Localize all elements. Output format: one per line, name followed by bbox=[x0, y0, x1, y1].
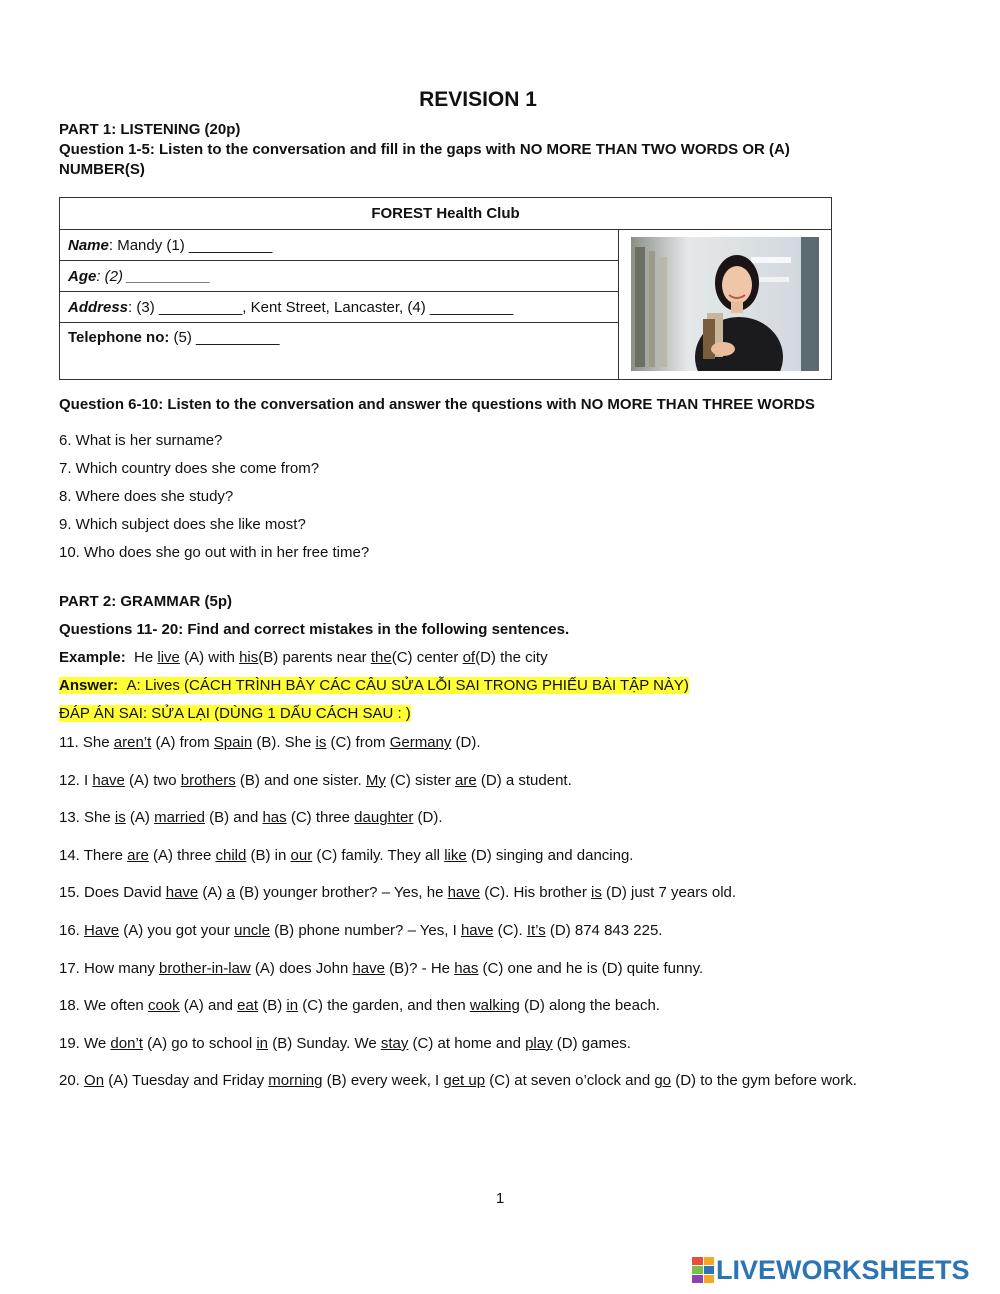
grammar-sentence-15 bbox=[59, 883, 857, 921]
sentence-text: (C) from bbox=[326, 734, 390, 751]
name-value: : Mandy (1) __________ bbox=[108, 236, 273, 254]
underlined-option: have bbox=[92, 771, 125, 789]
example-line bbox=[59, 649, 548, 666]
sentence-text: (A) bbox=[125, 809, 155, 827]
woman-student-photo bbox=[631, 237, 819, 371]
grammar-sentences bbox=[59, 733, 857, 1109]
sentence-text: (D) the city bbox=[475, 649, 548, 666]
page-title: REVISION 1 bbox=[419, 88, 537, 111]
underlined-option: go bbox=[654, 1072, 672, 1090]
underlined-option: our bbox=[290, 846, 313, 864]
sentence-text: (B) parents near bbox=[258, 649, 371, 666]
grammar-sentence-19 bbox=[59, 1034, 857, 1072]
sentence-text: (D) games. bbox=[552, 1034, 631, 1052]
underlined-option: of bbox=[462, 649, 476, 666]
sentence-text: 14. There bbox=[59, 846, 128, 864]
page-number: 1 bbox=[495, 1190, 505, 1207]
underlined-option: daughter bbox=[354, 809, 414, 827]
underlined-option: married bbox=[154, 809, 205, 827]
underlined-option: morning bbox=[268, 1072, 323, 1090]
underlined-option: have bbox=[165, 884, 199, 902]
underlined-option: in bbox=[256, 1034, 269, 1052]
sentence-text: (B) phone number? – Yes, I bbox=[269, 921, 461, 939]
sentence-text: 20. bbox=[59, 1072, 85, 1090]
sentence-text: (A) bbox=[198, 884, 227, 902]
logo-text: LIVEWORKSHEETS bbox=[716, 1254, 970, 1285]
underlined-option: brothers bbox=[180, 771, 236, 789]
form-telephone-row bbox=[60, 323, 619, 380]
underlined-option: is bbox=[114, 809, 126, 827]
underlined-option: uncle bbox=[234, 921, 270, 939]
sentence-text: (D) along the beach. bbox=[519, 997, 660, 1015]
underlined-option: live bbox=[157, 649, 180, 666]
telephone-value: (5) __________ bbox=[169, 329, 280, 346]
name-label: Name bbox=[68, 236, 109, 254]
form-name-row bbox=[60, 230, 619, 261]
underlined-option: have bbox=[447, 884, 481, 902]
sentence-text: (C). bbox=[493, 921, 527, 939]
underlined-option: stay bbox=[380, 1034, 409, 1052]
underlined-option: are bbox=[127, 846, 149, 864]
sentence-text: 12. I bbox=[59, 771, 93, 789]
sentence-text: (D) just 7 years old. bbox=[601, 884, 737, 902]
grammar-sentence-20 bbox=[59, 1071, 857, 1109]
sentence-text: (A) Tuesday and Friday bbox=[104, 1072, 269, 1090]
sentence-text: 17. How many bbox=[59, 959, 160, 977]
question-item: 9. Which subject does she like most? bbox=[59, 516, 306, 533]
sentence-text: (C) at home and bbox=[408, 1034, 526, 1052]
underlined-option: aren’t bbox=[113, 734, 152, 751]
sentence-text: (C) at seven o’clock and bbox=[485, 1072, 655, 1090]
underlined-option: a bbox=[226, 884, 235, 902]
sentence-text: (A) and bbox=[179, 997, 238, 1015]
underlined-option: brother-in-law bbox=[159, 959, 251, 977]
sentence-text: (B) and one sister. bbox=[235, 771, 366, 789]
underlined-option: is bbox=[590, 884, 602, 902]
grammar-sentence-18 bbox=[59, 996, 857, 1034]
sentence-text: 15. Does David bbox=[59, 884, 166, 902]
sentence-text: (D) to the gym before work. bbox=[671, 1072, 857, 1090]
answer-note-line bbox=[59, 705, 411, 722]
sentence-text: (C) three bbox=[286, 809, 355, 827]
question-1-5-instruction: Question 1-5: Listen to the conversation and fill in the gaps with NO MORE THAN TWO WORDS OR (A) NUMBER(S) bbox=[59, 141, 790, 178]
sentence-text: (B) and bbox=[204, 809, 263, 827]
sentence-text: (B) in bbox=[246, 846, 291, 864]
underlined-option: the bbox=[370, 649, 392, 666]
underlined-option: have bbox=[352, 959, 385, 977]
underlined-option: get up bbox=[443, 1072, 486, 1090]
sentence-text: (A) go to school bbox=[142, 1034, 257, 1052]
underlined-option: has bbox=[454, 959, 479, 977]
sentence-text: (C) family. They all bbox=[312, 846, 445, 864]
question-item: 8. Where does she study? bbox=[59, 488, 234, 505]
form-age-row bbox=[60, 261, 619, 292]
health-club-form bbox=[59, 197, 832, 380]
sentence-text: (B)? - He bbox=[385, 959, 455, 977]
age-value: : (2) __________ bbox=[96, 267, 211, 285]
question-6-10-instruction: Question 6-10: Listen to the conversation and answer the questions with NO MORE THAN THREE WORDS bbox=[59, 396, 815, 413]
grammar-sentence-14 bbox=[59, 846, 857, 884]
sentence-text: (A) does John bbox=[250, 959, 353, 977]
sentence-text: 16. bbox=[59, 921, 85, 939]
sentence-text: 19. We bbox=[59, 1034, 111, 1052]
sentence-text: (C). His brother bbox=[480, 884, 591, 902]
underlined-option: On bbox=[84, 1072, 105, 1090]
sentence-text: (A) from bbox=[151, 734, 214, 751]
grammar-sentence-12 bbox=[59, 771, 857, 809]
sentence-text: (D) 874 843 225. bbox=[545, 921, 663, 939]
sentence-text: (B) every week, I bbox=[322, 1072, 444, 1090]
sentence-text: (B). She bbox=[252, 734, 316, 751]
answer-line bbox=[59, 677, 689, 694]
grammar-sentence-13 bbox=[59, 808, 857, 846]
underlined-option: are bbox=[455, 771, 477, 789]
sentence-text: (B) younger brother? – Yes, he bbox=[234, 884, 448, 902]
underlined-option: is bbox=[315, 734, 327, 751]
address-label: Address bbox=[68, 298, 129, 316]
sentence-text: (B) Sunday. We bbox=[268, 1034, 381, 1052]
part1-header bbox=[59, 120, 879, 180]
liveworksheets-logo-icon bbox=[692, 1257, 714, 1283]
sentence-text: (A) you got your bbox=[119, 921, 235, 939]
grammar-sentence-16 bbox=[59, 921, 857, 959]
question-list bbox=[59, 427, 369, 567]
sentence-text: (D). bbox=[451, 734, 481, 751]
form-header: FOREST Health Club bbox=[60, 198, 832, 230]
sentence-text: He bbox=[134, 649, 158, 666]
sentence-text: (D) singing and dancing. bbox=[466, 846, 634, 864]
underlined-option: has bbox=[262, 809, 287, 827]
example-sentence bbox=[134, 649, 548, 666]
answer-note: ĐÁP ÁN SAI: SỬA LẠI (DÙNG 1 DẤU CÁCH SAU : ) bbox=[59, 705, 411, 722]
sentence-text: (C) one and he is (D) quite funny. bbox=[478, 959, 704, 977]
sentence-text: (C) center bbox=[391, 649, 463, 666]
underlined-option: Germany bbox=[389, 734, 452, 751]
sentence-text: 18. We often bbox=[59, 997, 148, 1015]
underlined-option: in bbox=[286, 997, 299, 1015]
underlined-option: cook bbox=[147, 997, 180, 1015]
liveworksheets-logo[interactable] bbox=[692, 1254, 970, 1286]
sentence-text: (A) with bbox=[179, 649, 240, 666]
question-item: 7. Which country does she come from? bbox=[59, 460, 320, 477]
underlined-option: play bbox=[525, 1034, 553, 1052]
sentence-text: (D) a student. bbox=[476, 771, 572, 789]
underlined-option: It’s bbox=[526, 921, 546, 939]
part1-heading: PART 1: LISTENING (20p) bbox=[59, 121, 241, 138]
address-value: : (3) __________, Kent Street, Lancaster, (4) __________ bbox=[128, 298, 514, 316]
underlined-option: eat bbox=[237, 997, 259, 1015]
age-label: Age bbox=[68, 267, 97, 285]
sentence-text: (A) two bbox=[124, 771, 181, 789]
grammar-sentence-17 bbox=[59, 959, 857, 997]
underlined-option: Have bbox=[84, 921, 120, 939]
sentence-text: 13. She bbox=[59, 809, 115, 827]
grammar-sentence-11 bbox=[59, 733, 857, 771]
underlined-option: walking bbox=[469, 997, 520, 1015]
sentence-text: 11. She bbox=[59, 734, 114, 751]
telephone-label: Telephone no: bbox=[68, 329, 170, 346]
question-item: 10. Who does she go out with in her free time? bbox=[59, 544, 370, 561]
underlined-option: his bbox=[239, 649, 259, 666]
question-item: 6. What is her surname? bbox=[59, 432, 223, 449]
sentence-text: (C) the garden, and then bbox=[298, 997, 470, 1015]
answer-label: Answer: bbox=[59, 677, 119, 694]
underlined-option: Spain bbox=[213, 734, 253, 751]
sentence-text: (B) bbox=[258, 997, 287, 1015]
part2-instruction: Questions 11- 20: Find and correct mistakes in the following sentences. bbox=[59, 621, 570, 638]
photo-cell bbox=[619, 230, 832, 380]
part2-heading: PART 2: GRAMMAR (5p) bbox=[59, 593, 233, 610]
sentence-text: (A) three bbox=[148, 846, 216, 864]
underlined-option: My bbox=[365, 771, 386, 789]
sentence-text: (C) sister bbox=[385, 771, 456, 789]
example-label: Example: bbox=[59, 649, 126, 666]
underlined-option: like bbox=[444, 846, 467, 864]
underlined-option: have bbox=[460, 921, 494, 939]
underlined-option: don’t bbox=[110, 1034, 143, 1052]
form-address-row bbox=[60, 292, 619, 323]
underlined-option: child bbox=[215, 846, 247, 864]
answer-text: A: Lives (CÁCH TRÌNH BÀY CÁC CÂU SỬA LỖI SAI TRONG PHIẾU BÀI TẬP NÀY) bbox=[126, 677, 689, 694]
sentence-text: (D). bbox=[413, 809, 443, 827]
